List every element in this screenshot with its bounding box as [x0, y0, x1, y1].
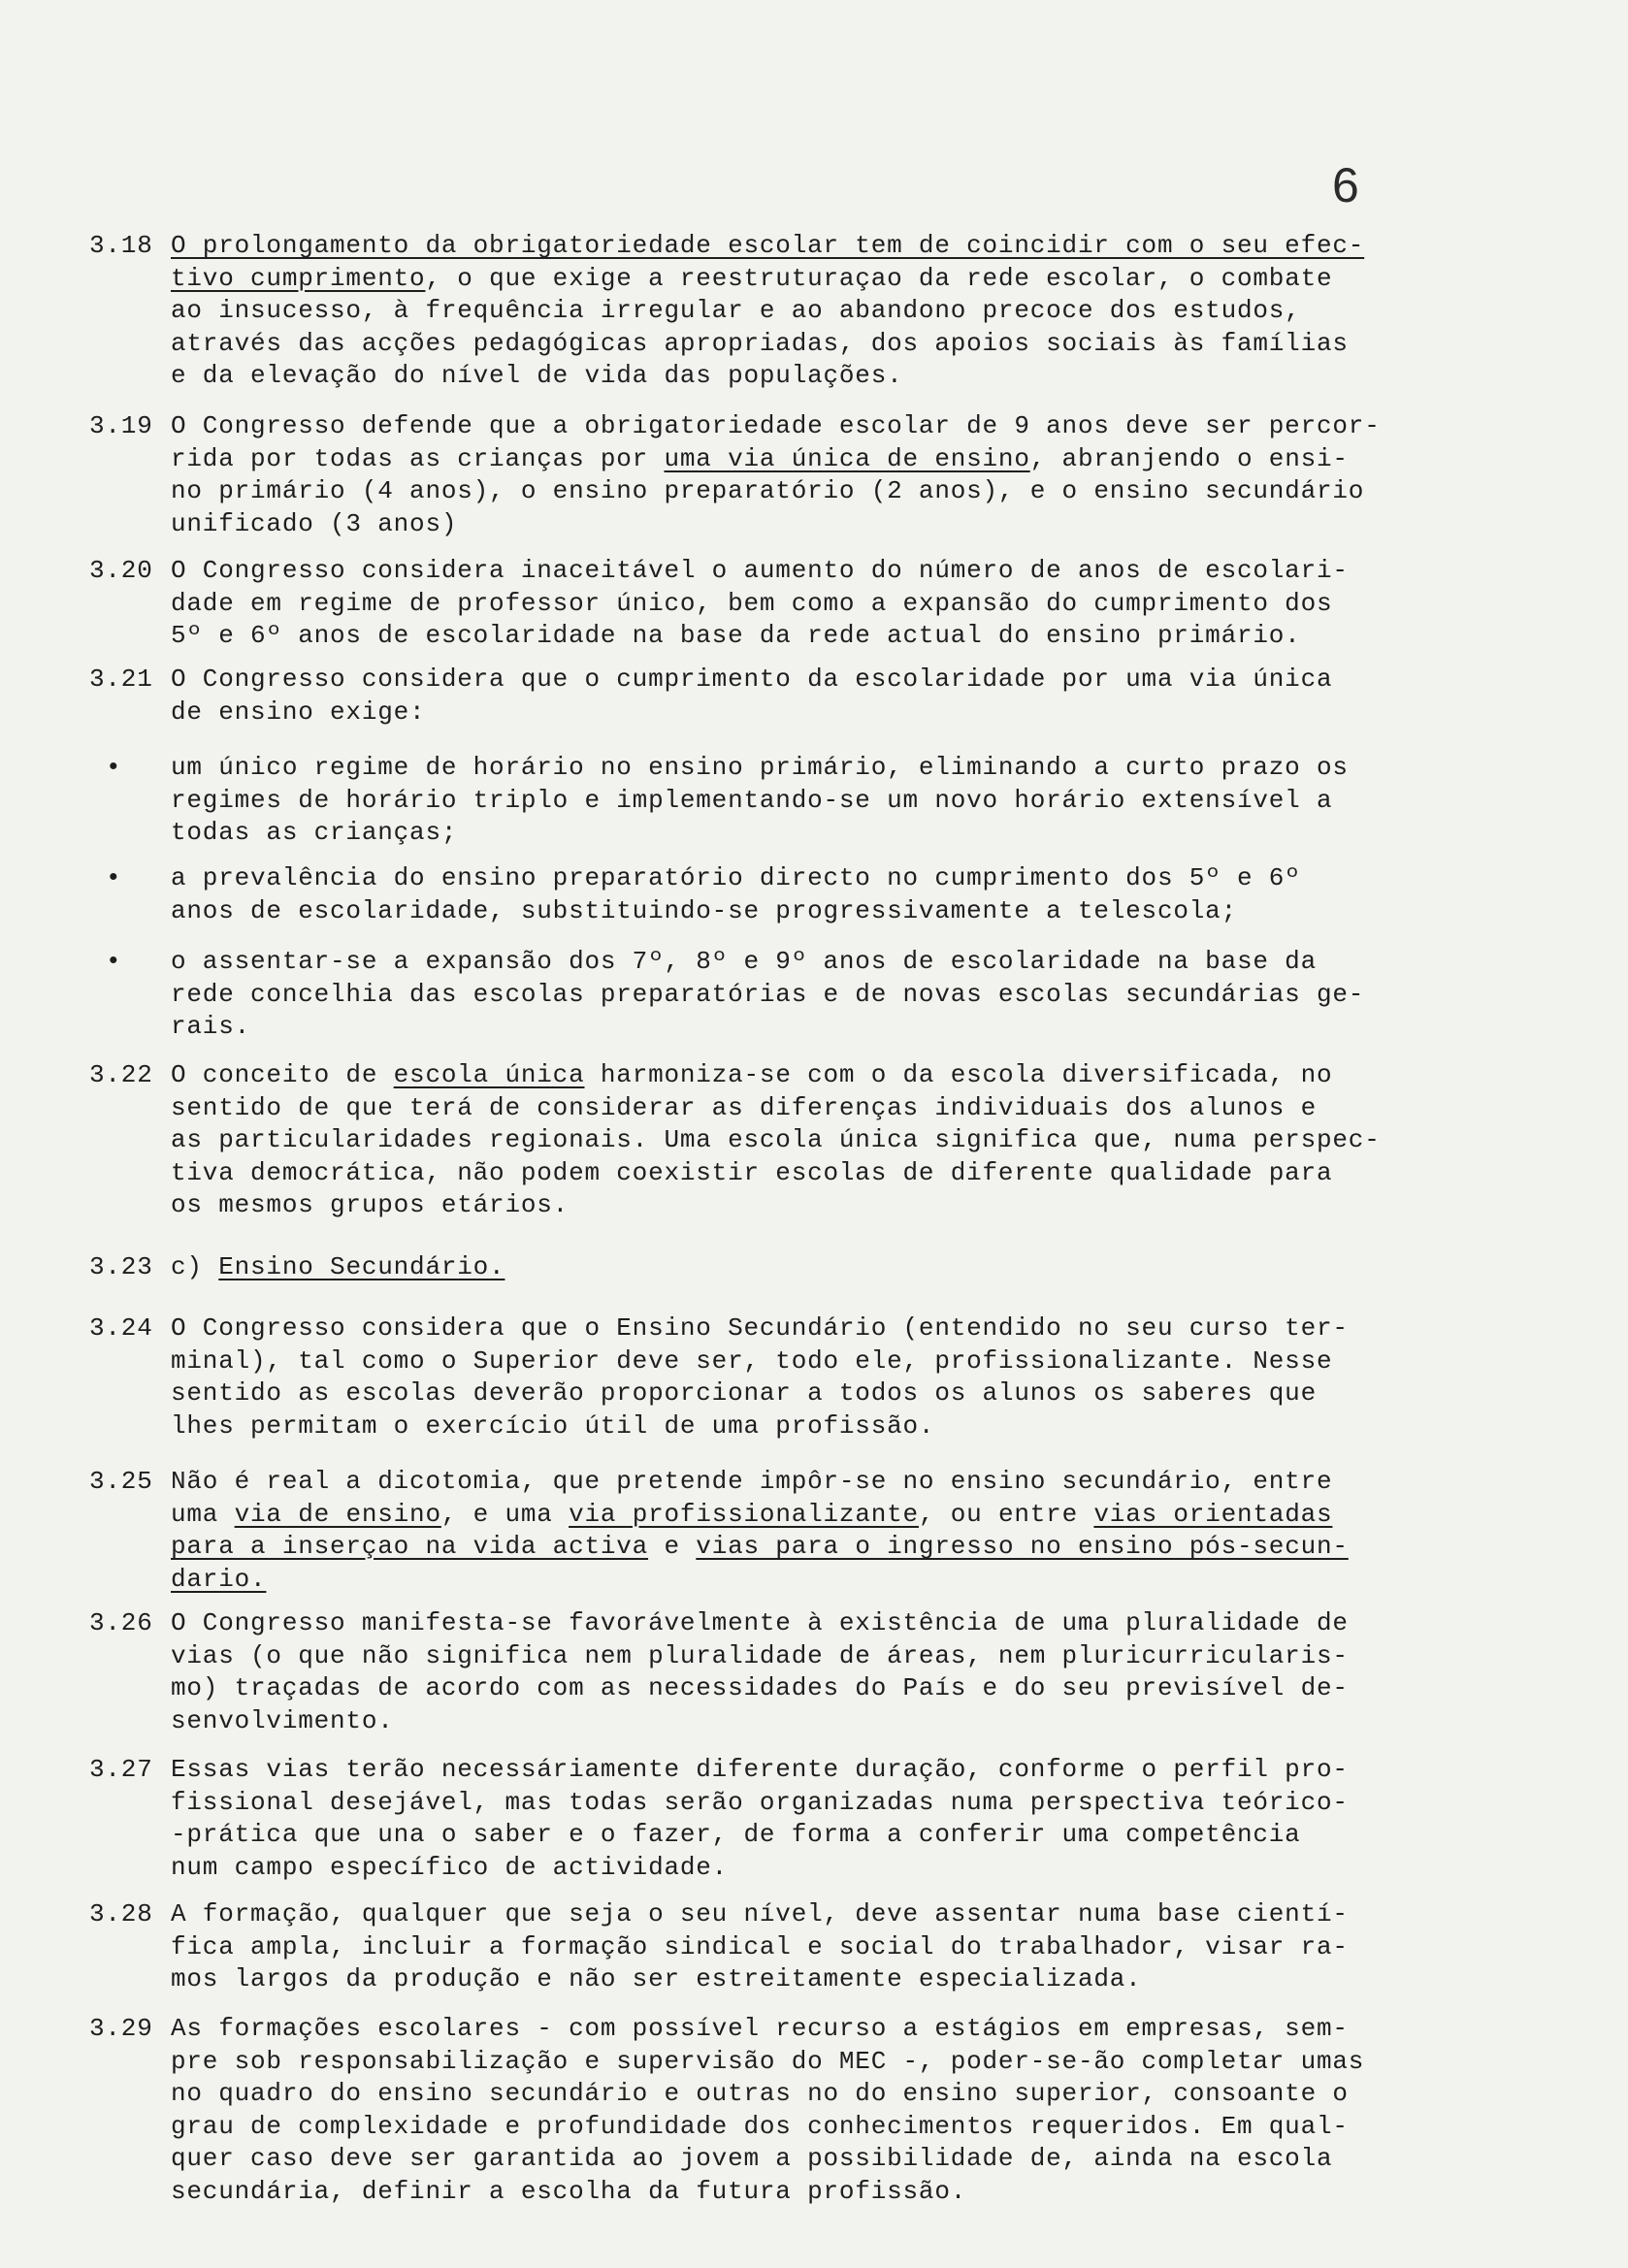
text-line — [171, 979, 1364, 1012]
text-line — [171, 664, 1332, 697]
text-segment: O Congresso considera que o Ensino Secundário (entendido no seu curso ter- — [171, 1313, 1349, 1343]
text-line — [171, 1466, 1349, 1499]
text-line — [171, 785, 1349, 818]
text-line — [171, 2143, 1364, 2176]
text-segment: senvolvimento. — [171, 1705, 394, 1735]
underlined-text: escola única — [393, 1060, 585, 1089]
text-segment: e da elevação do nível de vida das populações. — [171, 361, 903, 390]
text-line — [171, 1640, 1349, 1673]
underlined-text: vias para o ingresso no ensino pós-secun- — [696, 1532, 1349, 1561]
text-segment: unificado (3 anos) — [171, 508, 458, 538]
numbered-paragraph — [89, 2013, 1364, 2208]
text-line — [171, 895, 1301, 928]
text-segment: Essas vias terão necessáriamente diferente duração, conforme o perfil pro- — [171, 1755, 1349, 1784]
text-line — [171, 1963, 1349, 1996]
text-segment: lhes permitam o exercício útil de uma profissão. — [171, 1410, 935, 1441]
text-line — [171, 475, 1381, 508]
text-segment: uma — [171, 1499, 235, 1529]
text-segment: As formações escolares - com possível recurso a estágios em empresas, sem- — [171, 2014, 1349, 2043]
text-line — [171, 1672, 1349, 1705]
text-line — [171, 410, 1381, 443]
underlined-text: dario. — [171, 1564, 267, 1594]
text-segment: O Congresso considera que o cumprimento da escolaridade por uma via única — [171, 664, 1333, 694]
text-segment: , o que exige a reestruturaçao da rede escolar, o combate — [425, 263, 1333, 293]
text-line — [171, 862, 1301, 895]
numbered-paragraph — [89, 1312, 1349, 1442]
underlined-text: O prolongamento da obrigatoriedade escolar tem de coincidir com o seu efec- — [171, 231, 1365, 260]
paragraph-number: 3.27 — [89, 1755, 153, 1784]
text-segment: pre sob responsabilização e supervisão do MEC -, poder-se-ão completar umas — [171, 2046, 1365, 2076]
text-line — [171, 817, 1349, 850]
paragraph-number: 3.29 — [89, 2014, 153, 2043]
paragraph-text — [171, 230, 1364, 393]
text-line — [171, 1124, 1381, 1157]
text-segment: as particularidades regionais. Uma escola única significa que, numa perspec- — [171, 1125, 1381, 1154]
text-segment: quer caso deve ser garantida ao jovem a possibilidade de, ainda na escola — [171, 2144, 1333, 2173]
text-line — [171, 1531, 1349, 1564]
text-line — [171, 1189, 1381, 1222]
text-segment: minal), tal como o Superior deve ser, todo ele, profissionalizante. Nesse — [171, 1345, 1333, 1376]
text-line — [171, 508, 1381, 541]
bullet-item — [89, 752, 1349, 850]
text-segment: rais. — [171, 1012, 251, 1041]
text-segment: harmoniza-se com o da escola diversificada, no — [584, 1060, 1333, 1089]
bullet-item — [89, 946, 1364, 1044]
page-number: 6 — [1332, 158, 1359, 212]
text-line — [171, 2078, 1364, 2111]
text-line — [171, 1410, 1349, 1443]
text-line — [171, 1607, 1349, 1640]
text-line — [171, 1499, 1349, 1532]
underlined-text: via de ensino — [234, 1499, 441, 1529]
text-segment: no quadro do ensino secundário e outras no do ensino superior, consoante o — [171, 2079, 1349, 2108]
paragraph-number: 3.22 — [89, 1060, 153, 1089]
underlined-text: para a inserçao na vida activa — [171, 1532, 649, 1561]
numbered-paragraph — [89, 1898, 1349, 1996]
paragraph-number: 3.20 — [89, 556, 153, 585]
numbered-paragraph — [89, 664, 1332, 729]
text-segment: regimes de horário triplo e implementando-se um novo horário extensível a — [171, 785, 1333, 815]
paragraph-text — [171, 2013, 1364, 2208]
text-segment: O Congresso considera inaceitável o aumento do número de anos de escolari- — [171, 556, 1349, 585]
text-line — [171, 295, 1364, 328]
bullet-marker: • — [106, 863, 122, 892]
paragraph-text — [171, 862, 1301, 927]
numbered-paragraph — [89, 1607, 1349, 1737]
text-segment: dade em regime de professor único, bem como a expansão do cumprimento dos — [171, 588, 1333, 618]
text-segment: no primário (4 anos), o ensino preparatório (2 anos), e o ensino secundário — [171, 476, 1365, 505]
text-segment: , abranjendo o ensi- — [1029, 443, 1349, 473]
paragraph-number: 3.24 — [89, 1313, 153, 1343]
text-segment: O Congresso defende que a obrigatoriedade escolar de 9 anos deve ser percor- — [171, 411, 1381, 440]
paragraph-text — [171, 1466, 1349, 1596]
text-line — [171, 1011, 1364, 1044]
paragraph-text — [171, 410, 1381, 540]
text-line — [171, 588, 1349, 621]
text-line — [171, 1787, 1349, 1820]
numbered-paragraph — [89, 1251, 505, 1284]
text-segment: O Congresso manifesta-se favorávelmente à existência de uma pluralidade de — [171, 1608, 1349, 1637]
paragraph-number: 3.18 — [89, 231, 153, 260]
text-segment: , e uma — [440, 1499, 570, 1529]
text-line — [171, 1251, 505, 1284]
text-segment: tiva democrática, não podem coexistir escolas de diferente qualidade para — [171, 1157, 1333, 1187]
text-line — [171, 752, 1349, 785]
paragraph-text — [171, 1607, 1349, 1737]
text-line — [171, 2046, 1364, 2079]
text-segment: 5º e 6º anos de escolaridade na base da rede actual do ensino primário. — [171, 621, 1301, 650]
text-line — [171, 1852, 1349, 1885]
text-segment: o assentar-se a expansão dos 7º, 8º e 9º anos de escolaridade na base da — [171, 947, 1317, 976]
underlined-text: Ensino Secundário. — [218, 1252, 505, 1281]
numbered-paragraph — [89, 1754, 1349, 1884]
text-line — [171, 263, 1364, 296]
paragraph-number: 3.23 — [89, 1252, 153, 1281]
text-line — [171, 1564, 1349, 1597]
text-segment: um único regime de horário no ensino primário, eliminando a curto prazo os — [171, 753, 1349, 782]
text-segment: rida por todas as crianças por — [171, 443, 665, 473]
text-segment: vias (o que não significa nem pluralidade de áreas, nem pluricurricularis- — [171, 1640, 1349, 1670]
text-segment: e — [648, 1532, 697, 1561]
text-line — [171, 2111, 1364, 2144]
text-line — [171, 2176, 1364, 2209]
text-line — [171, 946, 1364, 979]
text-segment: mo) traçadas de acordo com as necessidades do País e do seu previsível de- — [171, 1673, 1349, 1702]
text-line — [171, 1898, 1349, 1931]
paragraph-text — [171, 1312, 1349, 1442]
text-line — [171, 1345, 1349, 1378]
text-segment: ao insucesso, à frequência irregular e ao abandono precoce dos estudos, — [171, 296, 1301, 325]
paragraph-number: 3.28 — [89, 1899, 153, 1928]
text-segment: rede concelhia das escolas preparatórias e de novas escolas secundárias ge- — [171, 979, 1365, 1009]
text-segment: Não é real a dicotomia, que pretende impôr-se no ensino secundário, entre — [171, 1467, 1333, 1496]
text-segment: A formação, qualquer que seja o seu nível, deve assentar numa base cientí- — [171, 1899, 1349, 1928]
paragraph-text — [171, 1898, 1349, 1996]
bullet-item — [89, 862, 1301, 927]
text-segment: num campo específico de actividade. — [171, 1852, 729, 1882]
text-segment: -prática que una o saber e o fazer, de forma a conferir uma competência — [171, 1820, 1301, 1849]
text-line — [171, 620, 1349, 653]
text-line — [171, 1754, 1349, 1787]
bullet-marker: • — [106, 753, 122, 782]
text-segment: , ou entre — [918, 1499, 1094, 1529]
text-line — [171, 2013, 1364, 2046]
numbered-paragraph — [89, 1466, 1349, 1596]
text-segment: secundária, definir a escolha da futura profissão. — [171, 2176, 967, 2206]
text-line — [171, 443, 1381, 476]
text-line — [171, 697, 1332, 729]
text-segment: sentido de que terá de considerar as diferenças individuais dos alunos e — [171, 1092, 1317, 1122]
text-line — [171, 1819, 1349, 1852]
text-segment: fissional desejável, mas todas serão organizadas numa perspectiva teórico- — [171, 1787, 1349, 1817]
numbered-paragraph — [89, 230, 1364, 393]
underlined-text: tivo cumprimento — [171, 263, 426, 293]
paragraph-text — [171, 1754, 1349, 1884]
paragraph-text — [171, 555, 1349, 653]
numbered-paragraph — [89, 1059, 1381, 1222]
text-segment: sentido as escolas deverão proporcionar a todos os alunos os saberes que — [171, 1378, 1317, 1408]
numbered-paragraph — [89, 410, 1381, 540]
numbered-paragraph — [89, 555, 1349, 653]
text-segment: c) — [171, 1252, 219, 1281]
paragraph-text — [171, 664, 1332, 729]
underlined-text: vias orientadas — [1093, 1499, 1333, 1529]
bullet-marker: • — [106, 947, 122, 976]
paragraph-number: 3.19 — [89, 411, 153, 440]
text-segment: fica ampla, incluir a formação sindical e social do trabalhador, visar ra- — [171, 1931, 1349, 1961]
text-segment: O conceito de — [171, 1060, 394, 1089]
text-line — [171, 1092, 1381, 1125]
paragraph-text — [171, 1059, 1381, 1222]
paragraph-text — [171, 752, 1349, 850]
paragraph-number: 3.25 — [89, 1467, 153, 1496]
paragraph-number: 3.21 — [89, 664, 153, 694]
text-segment: todas as crianças; — [171, 818, 458, 847]
text-segment: anos de escolaridade, substituindo-se progressivamente a telescola; — [171, 895, 1237, 925]
text-segment: de ensino exige: — [171, 697, 426, 727]
underlined-text: via profissionalizante — [569, 1499, 919, 1529]
text-segment: grau de complexidade e profundidade dos conhecimentos requeridos. Em qual- — [171, 2111, 1349, 2141]
paragraph-number: 3.26 — [89, 1608, 153, 1637]
text-line — [171, 1705, 1349, 1738]
text-line — [171, 328, 1364, 361]
text-line — [171, 555, 1349, 588]
text-line — [171, 1377, 1349, 1410]
underlined-text: uma via única de ensino — [664, 443, 1030, 473]
text-line — [171, 360, 1364, 393]
text-segment: através das acções pedagógicas apropriadas, dos apoios sociais às famílias — [171, 328, 1349, 358]
text-segment: a prevalência do ensino preparatório directo no cumprimento dos 5º e 6º — [171, 863, 1301, 892]
text-line — [171, 230, 1364, 263]
text-segment: mos largos da produção e não ser estreitamente especializada. — [171, 1964, 1142, 1993]
text-line — [171, 1059, 1381, 1092]
paragraph-text — [171, 946, 1364, 1044]
paragraph-text — [171, 1251, 505, 1284]
text-segment: os mesmos grupos etários. — [171, 1190, 570, 1219]
text-line — [171, 1312, 1349, 1345]
text-line — [171, 1157, 1381, 1190]
text-line — [171, 1931, 1349, 1964]
